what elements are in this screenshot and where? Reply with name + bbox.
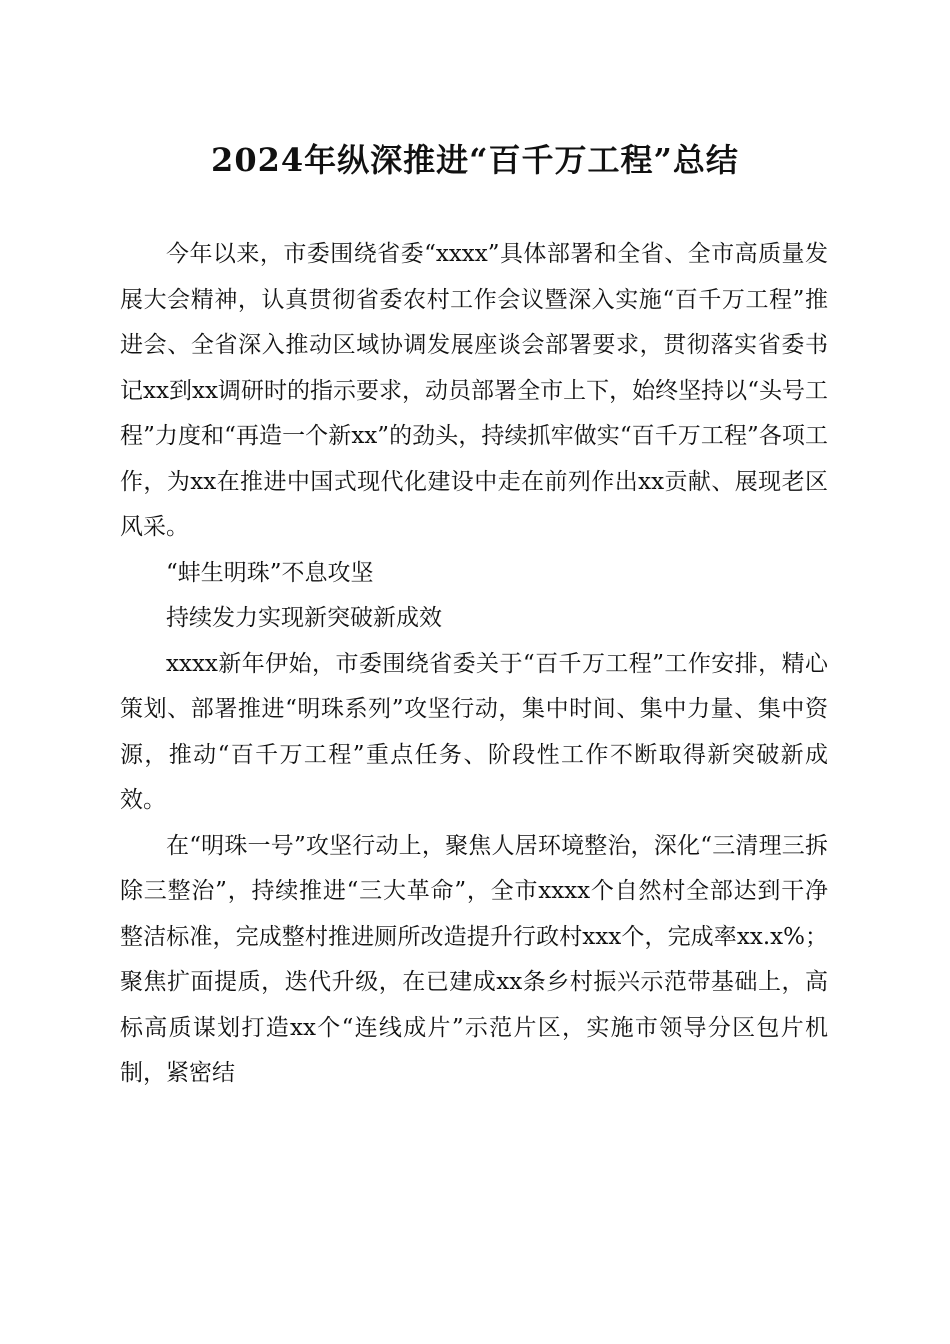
document-body xyxy=(120,232,828,1097)
document-title: 2024年纵深推进“百千万工程”总结 xyxy=(211,141,739,179)
paragraph-new-year: xxxx新年伊始，市委围绕省委关于“百千万工程”工作安排，精心策划、部署推进“明珠系列”攻坚行动，集中时间、集中力量、集中资源，推动“百千万工程”重点任务、阶段性工作不断取得新突破新成效。 xyxy=(120,650,828,813)
paragraph-pearl-one: 在“明珠一号”攻坚行动上，聚焦人居环境整治，深化“三清理三拆除三整治”，持续推进“三大革命”，全市xxxx个自然村全部达到干净整洁标准，完成整村推进厕所改造提升行政村xxx个，完成率xx.x%；聚焦扩面提质，迭代升级，在已建成xx条乡村振兴示范带基础上，高标高质谋划打造xx个“连线成片”示范片区，实施市领导分区包片机制，紧密结 xyxy=(120,832,828,1086)
section-heading-2: 持续发力实现新突破新成效 xyxy=(166,605,442,631)
paragraph-intro: 今年以来，市委围绕省委“xxxx”具体部署和全省、全市高质量发展大会精神，认真贯彻省委农村工作会议暨深入实施“百千万工程”推进会、全省深入推动区域协调发展座谈会部署要求，贯彻落实省委书记xx到xx调研时的指示要求，动员部署全市上下，始终坚持以“头号工程”力度和“再造一个新xx”的劲头，持续抓牢做实“百千万工程”各项工作，为xx在推进中国式现代化建设中走在前列作出xx贡献、展现老区风采。 xyxy=(120,241,828,540)
section-heading-1: “蚌生明珠”不息攻坚 xyxy=(166,559,374,586)
